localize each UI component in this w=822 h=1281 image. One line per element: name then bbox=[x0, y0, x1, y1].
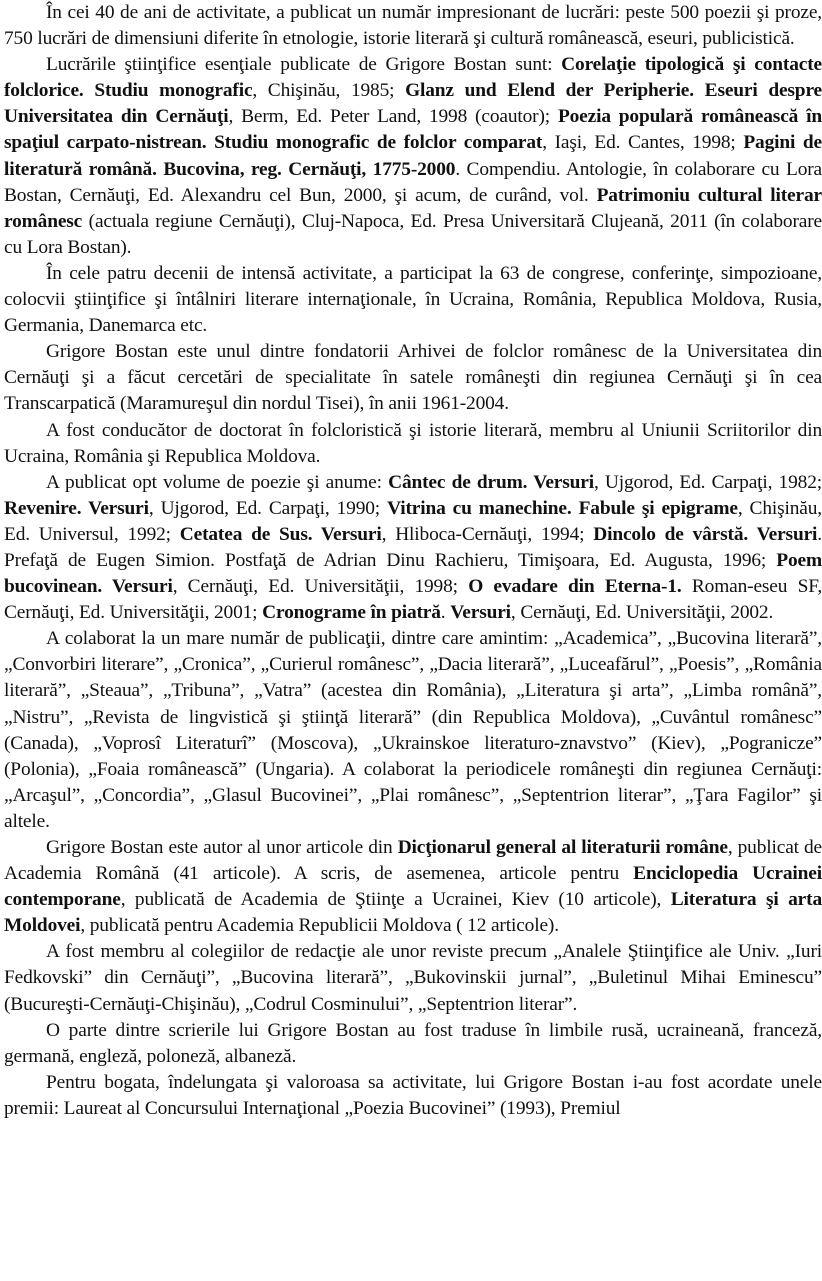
body-text: , publicată de Academia de Ştiinţe a Ucrainei, Kiev (10 articole), bbox=[120, 889, 671, 911]
body-text: În cele patru decenii de intensă activitate, a participat la 63 de congrese, conferinţe, simpozioane, colocvii ştiinţifice şi întâlniri literare internaţionale, în Ucraina, România, Republica Moldova, Rusia, Germania, Danemarca etc. bbox=[4, 262, 822, 337]
body-text: , Cernăuţi, Ed. Universităţii, 1998; bbox=[172, 576, 469, 598]
body-text: Roman-eseu SF, Cernăuţi, Ed. Universităţii, 2001; bbox=[4, 576, 822, 624]
body-text: . Compendiu. Antologie, în colaborare cu Lora Bostan, Cernăuţi, Ed. Alexandru cel Bun, 2000, şi acum, de curând, vol. bbox=[4, 158, 822, 206]
bold-title-text: O evadare din Eterna-1. bbox=[468, 576, 682, 598]
paragraph bbox=[4, 339, 822, 417]
paragraph bbox=[4, 939, 822, 1017]
bold-title-text: Cântec de drum. Versuri bbox=[388, 471, 594, 493]
bold-title-text: Vitrina cu manechine. Fabule şi epigrame bbox=[387, 497, 738, 519]
bold-title-text: Versuri bbox=[450, 602, 511, 624]
body-text: Lucrările ştiinţifice esenţiale publicate de Grigore Bostan sunt: bbox=[46, 54, 562, 76]
paragraph bbox=[4, 418, 822, 470]
body-text: , publicat de Academia Română (41 articole). A scris, de asemenea, articole pentru bbox=[4, 837, 822, 885]
body-text: Grigore Bostan este autor al unor articole din bbox=[46, 837, 398, 858]
paragraph bbox=[4, 1070, 822, 1122]
bold-title-text: Revenire. Versuri bbox=[4, 497, 149, 519]
body-text: A fost conducător de doctorat în folcloristică şi istorie literară, membru al Uniunii Scriitorilor din Ucraina, România şi Republica Moldova. bbox=[4, 419, 822, 467]
paragraph bbox=[4, 52, 822, 261]
bold-title-text: Patrimoniu cultural literar românesc bbox=[4, 184, 822, 232]
body-text: A colaborat la un mare număr de publicaţii, dintre care amintim: „Academica”, „Bucovina literară”, „Convorbiri literare”, „Cronica”, „Curierul românesc”, „Dacia literară”, „Luceafărul”, „Poesis”, „România literară”, „Steaua”, „Tribuna”, „Vatra” (acestea din România), „Literatura şi arta”, „Limba română”, „Nistru”, „Revista de lingvistică şi ştiinţă literară” (din Republica Moldova), „Cuvântul românesc” (Canada), „Voprosî Literaturî” (Moscova), „Ukrainskoe literaturo-znavstvo” (Kiev), „Pogranicze” (Polonia), „Foaia românească” (Ungaria). A colaborat la periodicele româneşti din regiunea Cernăuţi: „Arcaşul”, „Concordia”, „Glasul Bucovinei”, „Plai românesc”, „Septentrion literar”, „Ţara Fagilor” şi altele. bbox=[4, 628, 822, 832]
bold-title-text: Corelaţie tipologică şi contacte folclorice. Studiu monografic bbox=[4, 54, 822, 102]
bold-title-text: Glanz und Elend der Peripherie. Eseuri despre Universitatea din Cernăuţi bbox=[4, 80, 822, 128]
body-text: Grigore Bostan este unul dintre fondatorii Arhivei de folclor românesc de la Universitatea din Cernăuţi şi a făcut cercetări de specialitate în satele româneşti din regiunea Cernăuţi şi în cea Transcarpatică (Maramureşul din nordul Tisei), în anii 1961-2004. bbox=[4, 341, 822, 415]
document-page bbox=[4, 0, 822, 1122]
body-text: . bbox=[440, 602, 451, 624]
paragraph bbox=[4, 0, 822, 52]
body-text: . Prefaţă de Eugen Simion. Postfaţă de Adrian Dinu Rachieru, Timişoara, Ed. Augusta, 1996; bbox=[4, 523, 822, 571]
body-text: (actuala regiune Cernăuţi), Cluj-Napoca, Ed. Presa Universitară Clujeană, 2011 (în colaborare cu Lora Bostan). bbox=[4, 210, 822, 258]
body-text: , Ujgorod, Ed. Carpaţi, 1990; bbox=[148, 497, 388, 519]
bold-title-text: Poem bucovinean. Versuri bbox=[4, 549, 822, 598]
body-text: , Berm, Ed. Peter Land, 1998 (coautor); bbox=[228, 106, 558, 128]
body-text: , Chişinău, 1985; bbox=[252, 80, 406, 102]
body-text: , Cernăuţi, Ed. Universităţii, 2002. bbox=[510, 602, 774, 624]
bold-title-text: Cetatea de Sus. Versuri bbox=[179, 523, 382, 545]
paragraph bbox=[4, 835, 822, 939]
body-text: O parte dintre scrierile lui Grigore Bostan au fost traduse în limbile rusă, ucraineană, franceză, germană, engleză, poloneză, albaneză. bbox=[4, 1019, 822, 1067]
paragraph bbox=[4, 1018, 822, 1070]
body-text: A publicat opt volume de poezie şi anume: bbox=[46, 471, 389, 493]
body-text: , Iaşi, Ed. Cantes, 1998; bbox=[542, 132, 744, 154]
body-text: A fost membru al colegiilor de redacţie ale unor reviste precum „Analele Ştiinţifice ale Univ. „Iuri Fedkovski” din Cernăuţi”, „Bucovina literară”, „Bukovinskii jurnal”, „Buletinul Mihai Eminescu” (Bucureşti-Cernăuţi-Chişinău), „Codrul Cosminului”, „Septentrion literar”. bbox=[4, 941, 822, 1015]
bold-title-text: Literatura şi arta Moldovei bbox=[4, 889, 822, 937]
bold-title-text: Dicţionarul general al literaturii române bbox=[397, 837, 728, 858]
paragraph bbox=[4, 261, 822, 339]
body-text: , publicată pentru Academia Republicii Moldova ( 12 articole). bbox=[80, 915, 559, 937]
body-text: Pentru bogata, îndelungata şi valoroasa sa activitate, lui Grigore Bostan i-au fost acordate unele premii: Laureat al Concursului Internaţional „Poezia Bucovinei” (1993), Premiul bbox=[4, 1071, 822, 1119]
body-text: , Ujgorod, Ed. Carpaţi, 1982; bbox=[593, 471, 822, 493]
paragraph bbox=[4, 470, 822, 627]
paragraph bbox=[4, 626, 822, 835]
bold-title-text: Pagini de literatură română. Bucovina, reg. Cernăuţi, 1775-2000 bbox=[4, 132, 822, 180]
bold-title-text: Enciclopedia Ucrainei contemporane bbox=[4, 863, 822, 911]
bold-title-text: Dincolo de vârstă. Versuri bbox=[593, 523, 818, 545]
body-text: În cei 40 de ani de activitate, a publicat un număr impresionant de lucrări: peste 500 poezii şi proze, 750 lucrări de dimensiuni diferite în etnologie, istorie literară şi cultură românească, eseuri, publicistică. bbox=[4, 2, 822, 50]
bold-title-text: Cronograme în piatră bbox=[262, 602, 441, 624]
body-text: , Chişinău, Ed. Universul, 1992; bbox=[4, 497, 822, 545]
body-text: , Hliboca-Cernăuţi, 1994; bbox=[381, 523, 594, 545]
bold-title-text: Poezia populară românească în spaţiul carpato-nistrean. Studiu monografic de folclor comparat bbox=[4, 106, 822, 154]
